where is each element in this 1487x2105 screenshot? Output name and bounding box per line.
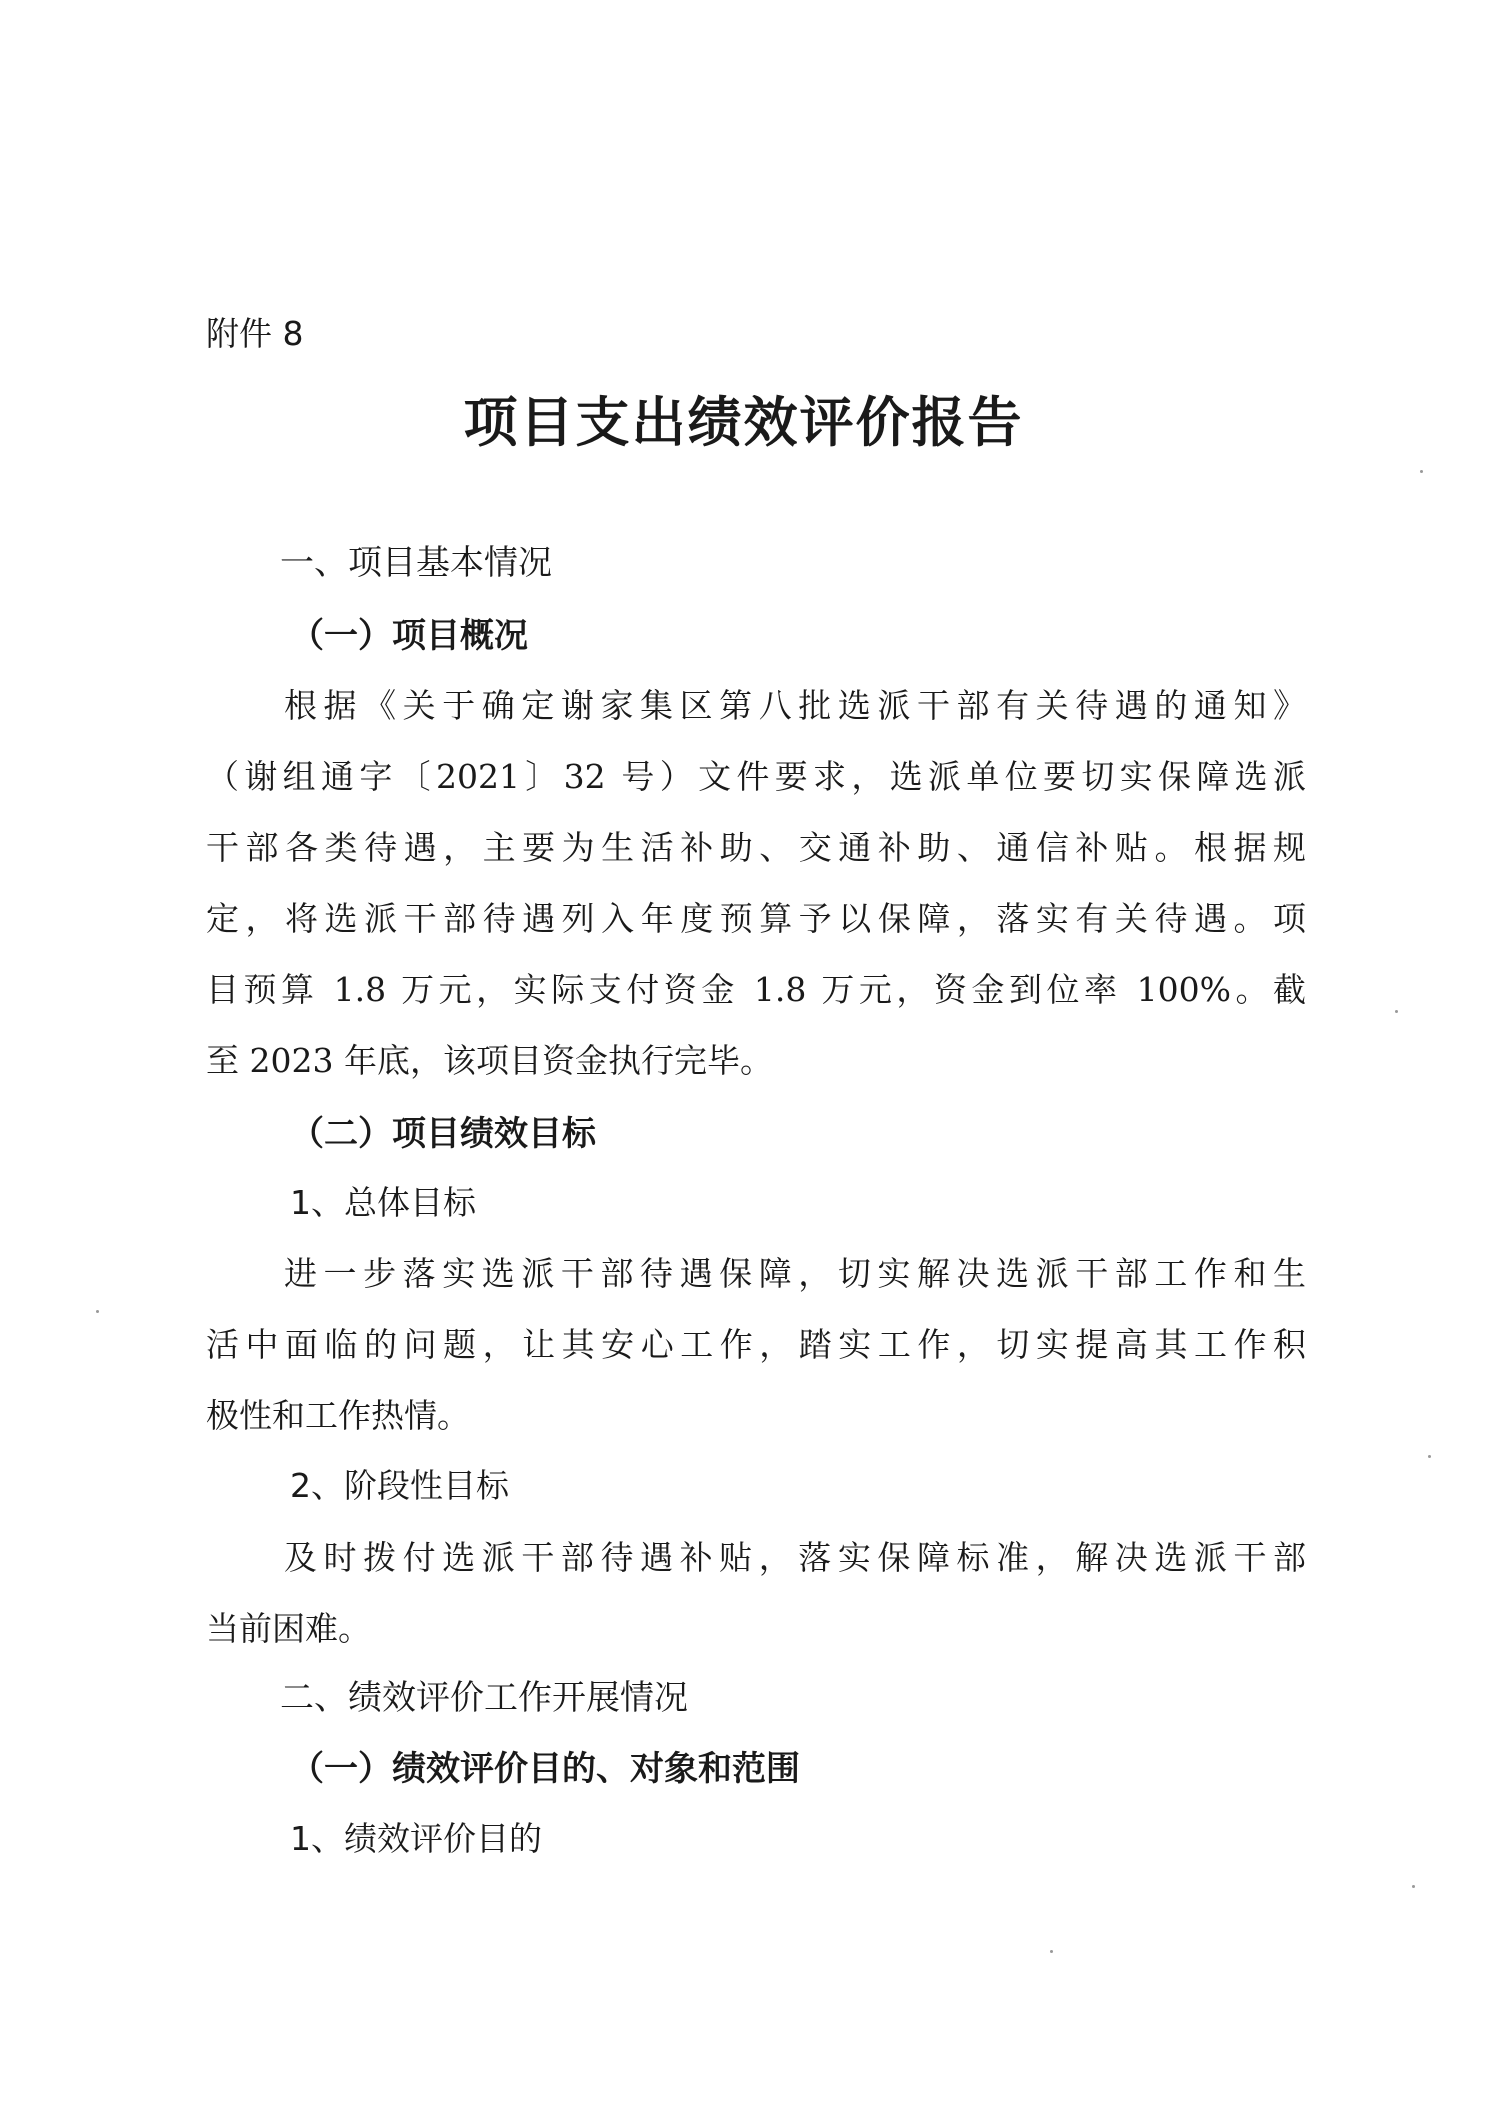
scan-speck: [1050, 1950, 1053, 1953]
scan-speck: [1420, 470, 1423, 473]
paragraph-line: 及时拨付选派干部待遇补贴，落实保障标准，解决选派干部: [284, 1538, 1306, 1577]
section-heading-1: 一、项目基本情况: [280, 543, 552, 583]
attachment-label: 附件 8: [206, 314, 304, 353]
scan-speck: [1428, 1455, 1431, 1458]
paragraph-overall-goal: [206, 1238, 1306, 1451]
scan-speck: [1395, 1010, 1398, 1013]
subsection-heading-evaluation-scope: （一）绩效评价目的、对象和范围: [290, 1749, 800, 1789]
paragraph-line: 根据《关于确定谢家集区第八批选派干部有关待遇的通知》: [284, 686, 1306, 725]
paragraph-line: （谢组通字〔2021〕32 号）文件要求，选派单位要切实保障选派: [206, 757, 1306, 796]
item-heading-stage-goal: 2、阶段性目标: [290, 1466, 509, 1505]
paragraph-line: 活中面临的问题，让其安心工作，踏实工作，切实提高其工作积: [206, 1325, 1306, 1364]
paragraph-line: 目预算 1.8 万元，实际支付资金 1.8 万元，资金到位率 100%。截: [206, 970, 1306, 1009]
section-heading-2: 二、绩效评价工作开展情况: [280, 1678, 688, 1718]
paragraph-line: 进一步落实选派干部待遇保障，切实解决选派干部工作和生: [284, 1254, 1306, 1293]
paragraph-line: 当前困难。: [206, 1609, 371, 1648]
paragraph-line: 至 2023 年底，该项目资金执行完毕。: [206, 1041, 773, 1080]
page-title: 项目支出绩效评价报告: [463, 390, 1024, 454]
paragraph-stage-goal: [206, 1522, 1306, 1664]
item-heading-overall-goal: 1、总体目标: [290, 1183, 476, 1222]
paragraph-line: 极性和工作热情。: [206, 1396, 470, 1435]
paragraph-line: 干部各类待遇，主要为生活补助、交通补助、通信补贴。根据规: [206, 828, 1306, 867]
scan-speck: [1412, 1885, 1415, 1888]
subsection-heading-project-overview: （一）项目概况: [290, 616, 528, 656]
paragraph-line: 定，将选派干部待遇列入年度预算予以保障，落实有关待遇。项: [206, 899, 1306, 938]
item-heading-evaluation-purpose: 1、绩效评价目的: [290, 1819, 542, 1858]
subsection-heading-performance-goals: （二）项目绩效目标: [290, 1114, 596, 1154]
paragraph-project-overview: [206, 670, 1306, 1096]
scan-speck: [96, 1310, 99, 1313]
